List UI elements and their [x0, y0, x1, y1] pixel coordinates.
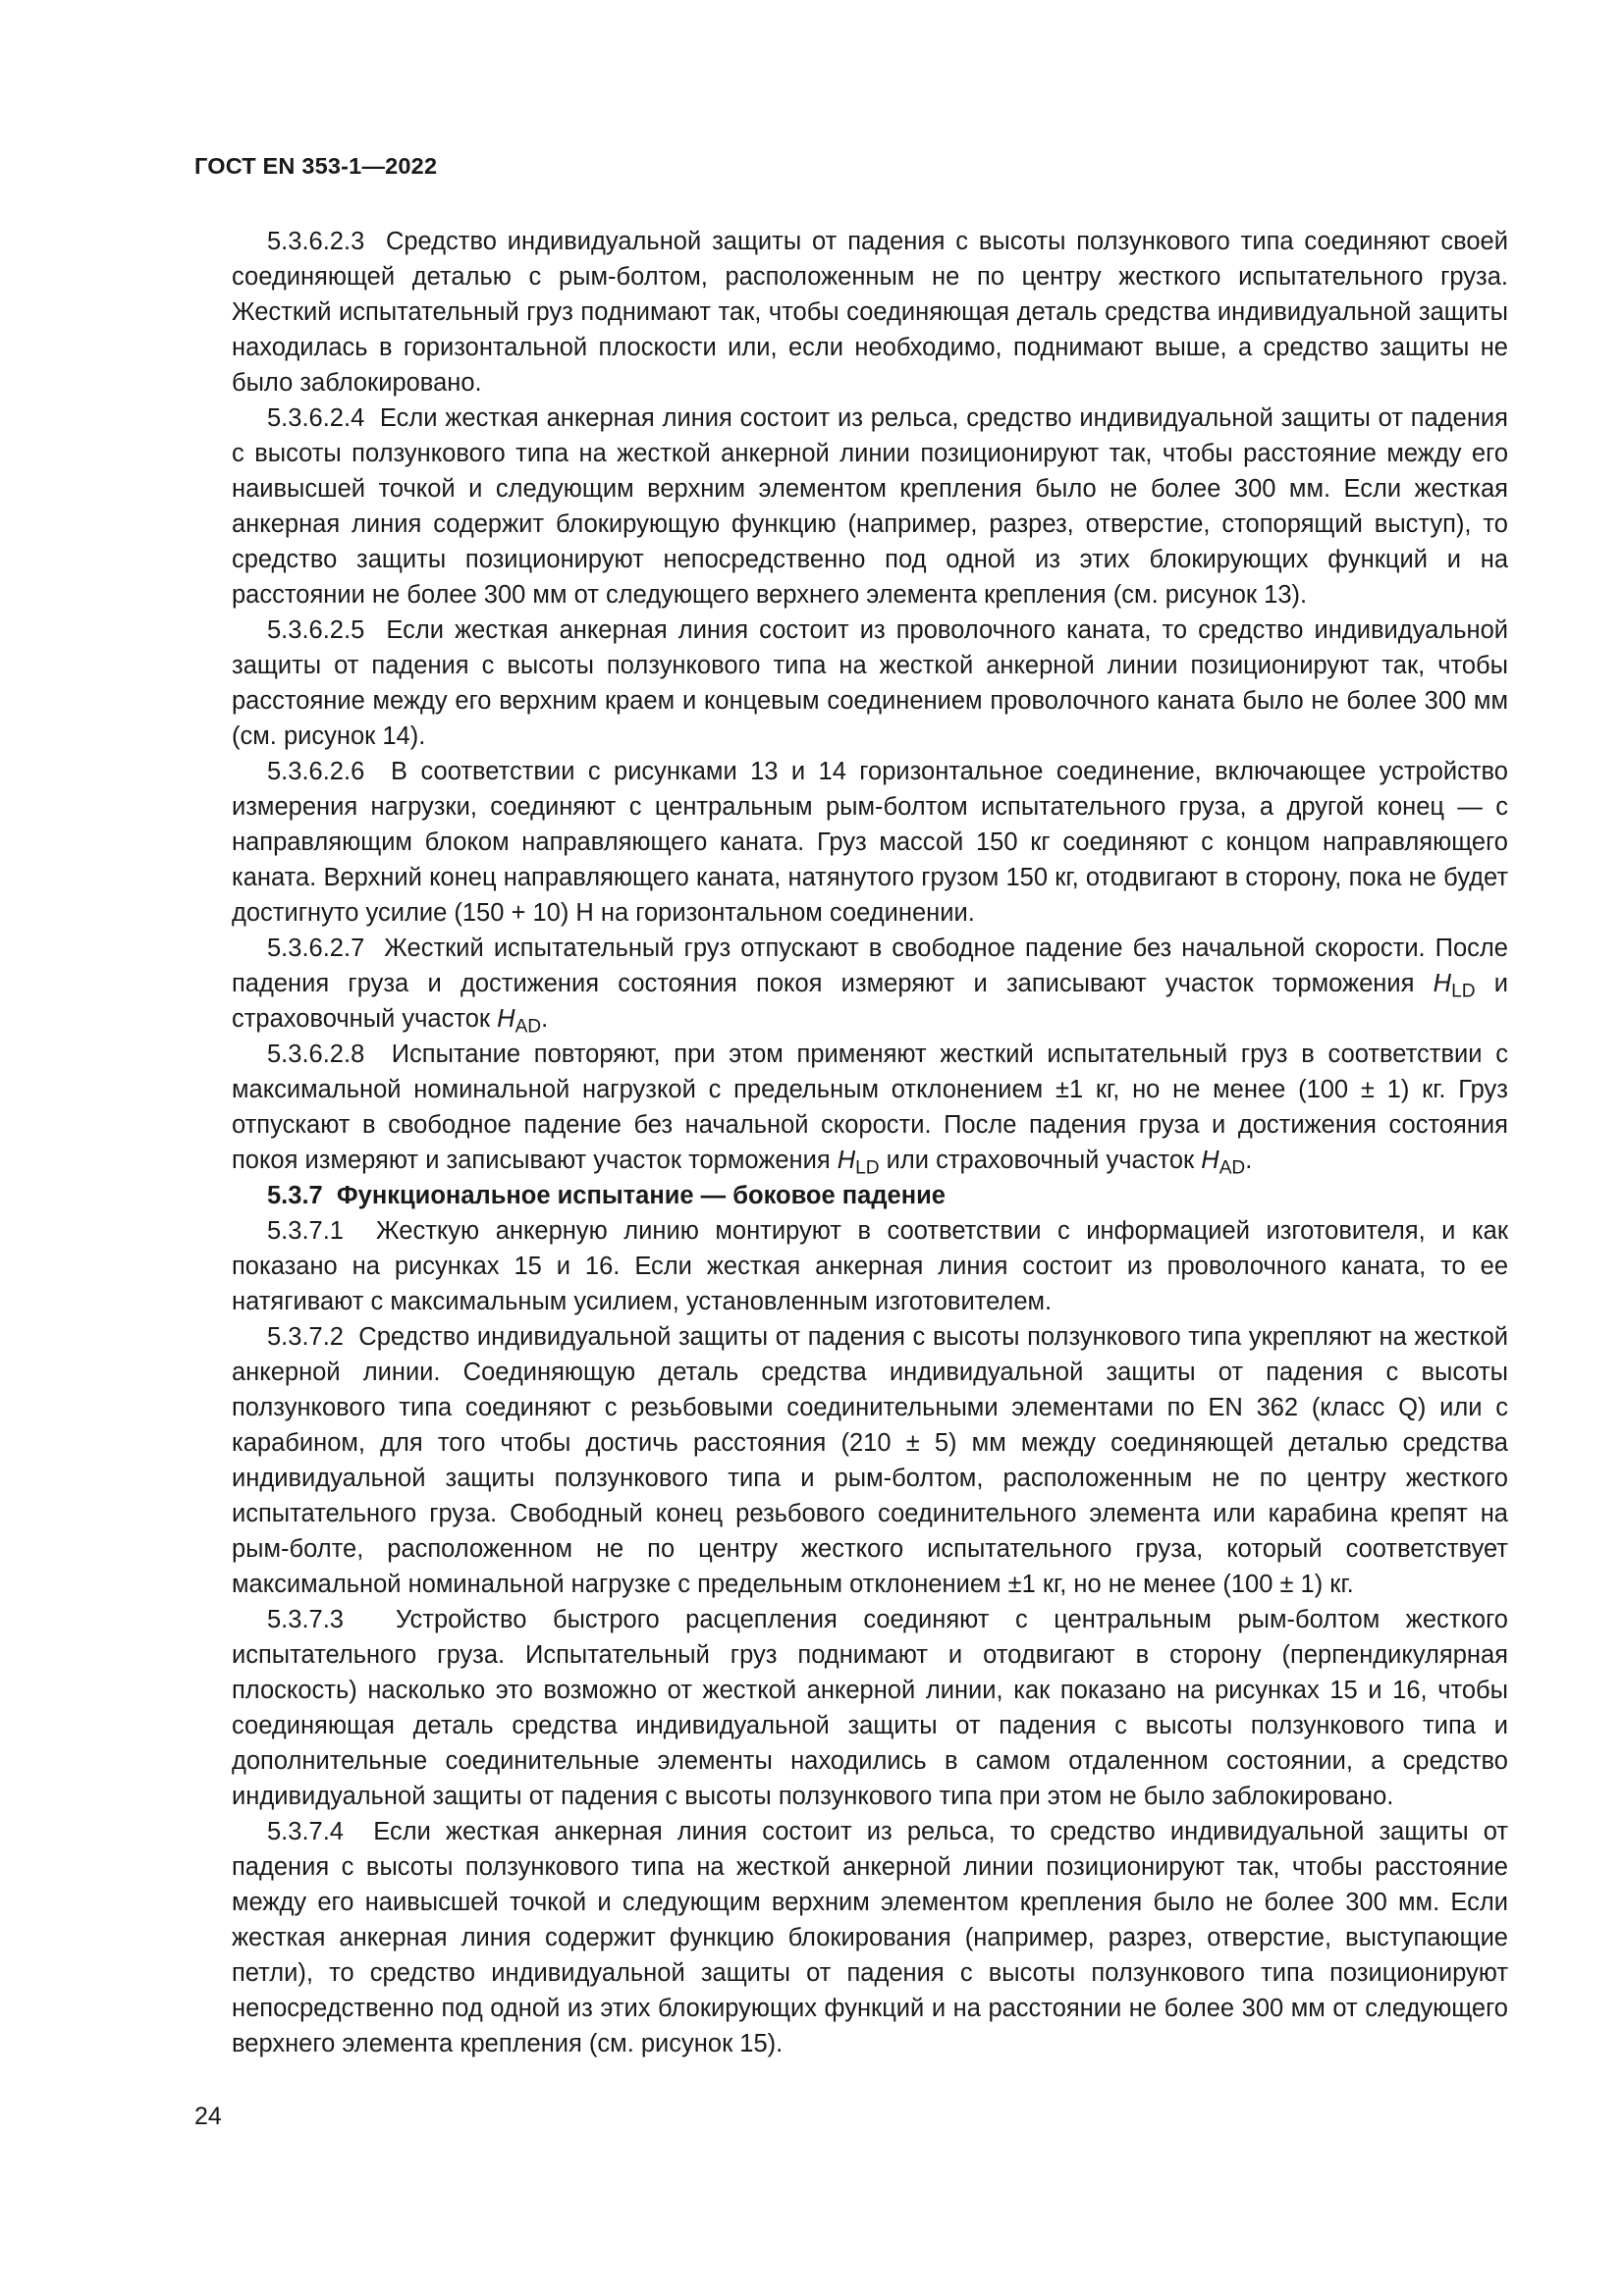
paragraph [232, 400, 1516, 613]
document-header: ГОСТ EN 353-1—2022 [194, 153, 438, 179]
symbol-italic: H [1433, 970, 1452, 997]
text-run: . [541, 1005, 549, 1033]
text-run: 5.3.7.4 Если жесткая анкерная линия состоит из рельса, то средство индивидуальной защиты от падения с высоты ползункового типа на жесткой анкерной линии позиционируют так, чтобы расстояние между его наивысшей точкой и следующим верхним элементом крепления было не более 300 мм. Если жесткая анкерная линия содержит функцию блокирования (например, разрез, отверстие, выступающие петли), то средство индивидуальной защиты от падения с высоты ползункового типа позиционируют непосредственно под одной из этих блокирующих функций и на расстоянии не более 300 мм от следующего верхнего элемента крепления (см. рисунок 15). [232, 1818, 1516, 2057]
text-run: 5.3.6.2.5 Если жесткая анкерная линия состоит из проволочного каната, то средство индивидуальной защиты от падения с высоты ползункового типа на жесткой анкерной линии позиционируют так, чтобы расстояние между его верхним краем и концевым соединением проволочного каната было не более 300 мм (см. рисунок 14). [232, 616, 1516, 750]
page-number: 24 [194, 2103, 222, 2130]
paragraph [232, 1213, 1516, 1319]
text-run: 5.3.7 Функциональное испытание — боковое падение [267, 1182, 946, 1209]
text-run: 5.3.7.1 Жесткую анкерную линию монтируют в соответствии с информацией изготовителя, и как показано на рисунках 15 и 16. Если жесткая анкерная линия состоит из проволочного каната, то ее натягивают с максимальным усилием, установленным изготовителем. [232, 1217, 1516, 1315]
paragraph [232, 1037, 1516, 1179]
paragraph [232, 754, 1516, 931]
symbol-italic: H [837, 1147, 856, 1174]
document-body [232, 224, 1516, 2061]
paragraph [232, 1602, 1516, 1814]
paragraph [232, 1319, 1516, 1602]
text-run: 5.3.6.2.8 Испытание повторяют, при этом применяют жесткий испытательный груз в соответствии с максимальной номинальной нагрузкой с предельным отклонением ±1 кг, но не менее (100 ± 1) кг. Груз отпускают в свободное падение без начальной скорости. После падения груза и достижения состояния покоя измеряют и записывают участок торможения [232, 1041, 1516, 1174]
text-run: . [1245, 1147, 1253, 1174]
text-run: или страховочный участок [879, 1147, 1202, 1174]
symbol-italic: H [497, 1005, 515, 1033]
text-run: 5.3.7.2 Средство индивидуальной защиты от падения с высоты ползункового типа укрепляют на жесткой анкерной линии. Соединяющую деталь средства индивидуальной защиты от падения с высоты ползункового типа соединяют с резьбовыми соединительными элементами по EN 362 (класс Q) или с карабином, для того чтобы достичь расстояния (210 ± 5) мм между соединяющей деталью средства индивидуальной защиты ползункового типа и рым-болтом, расположенным не по центру жесткого испытательного груза. Свободный конец резьбового соединительного элемента или карабина крепят на рым-болте, расположенном не по центру жесткого испытательного груза, который соответствует максимальной номинальной нагрузке с предельным отклонением ±1 кг, но не менее (100 ± 1) кг. [232, 1323, 1516, 1598]
paragraph [232, 224, 1516, 400]
text-run: 5.3.6.2.3 Средство индивидуальной защиты от падения с высоты ползункового типа соединяют своей соединяющей деталью с рым-болтом, расположенным не по центру жесткого испытательного груза. Жесткий испытательный груз поднимают так, чтобы соединяющая деталь средства индивидуальной защиты находилась в горизонтальной плоскости или, если необходимо, поднимают выше, а средство защиты не было заблокировано. [232, 228, 1516, 397]
section-heading [232, 1178, 1508, 1213]
text-run: 5.3.6.2.4 Если жесткая анкерная линия состоит из рельса, средство индивидуальной защиты от падения с высоты ползункового типа на жесткой анкерной линии позиционируют так, чтобы расстояние между его наивысшей точкой и следующим верхним элементом крепления было не более 300 мм. Если жесткая анкерная линия содержит блокирующую функцию (например, разрез, отверстие, стопорящий выступ), то средство защиты позиционируют непосредственно под одной из этих блокирующих функций и на расстоянии не более 300 мм от следующего верхнего элемента крепления (см. рисунок 13). [232, 404, 1516, 609]
symbol-subscript: LD [855, 1157, 880, 1179]
text-run: 5.3.6.2.6 В соответствии с рисунками 13 и 14 горизонтальное соединение, включающее устройство измерения нагрузки, соединяют с центральным рым-болтом испытательного груза, а другой конец — с направляющим блоком направляющего каната. Груз массой 150 кг соединяют с концом направляющего каната. Верхний конец направляющего каната, натянутого грузом 150 кг, отодвигают в сторону, пока не будет достигнуто усилие (150 + 10) Н на горизонтальном соединении. [232, 758, 1516, 927]
symbol-subscript: AD [514, 1016, 542, 1038]
symbol-subscript: AD [1218, 1157, 1246, 1179]
paragraph [232, 931, 1516, 1038]
text-run: 5.3.7.3 Устройство быстрого расцепления соединяют с центральным рым-болтом жесткого испытательного груза. Испытательный груз поднимают и отодвигают в сторону (перпендикулярная плоскость) насколько это возможно от жесткой анкерной линии, как показано на рисунках 15 и 16, чтобы соединяющая деталь средства индивидуальной защиты от падения с высоты ползункового типа и дополнительные соединительные элементы находились в самом отдаленном состоянии, а средство индивидуальной защиты от падения с высоты ползункового типа при этом не было заблокировано. [232, 1606, 1516, 1810]
paragraph [232, 613, 1516, 754]
text-run: 5.3.6.2.7 Жесткий испытательный груз отпускают в свободное падение без начальной скорости. После падения груза и достижения состояния покоя измеряют и записывают участок торможения [232, 934, 1516, 997]
symbol-italic: H [1201, 1147, 1219, 1174]
paragraph [232, 1814, 1516, 2061]
text-run: и страховочный участок [232, 970, 1516, 1033]
symbol-subscript: LD [1451, 981, 1476, 1002]
